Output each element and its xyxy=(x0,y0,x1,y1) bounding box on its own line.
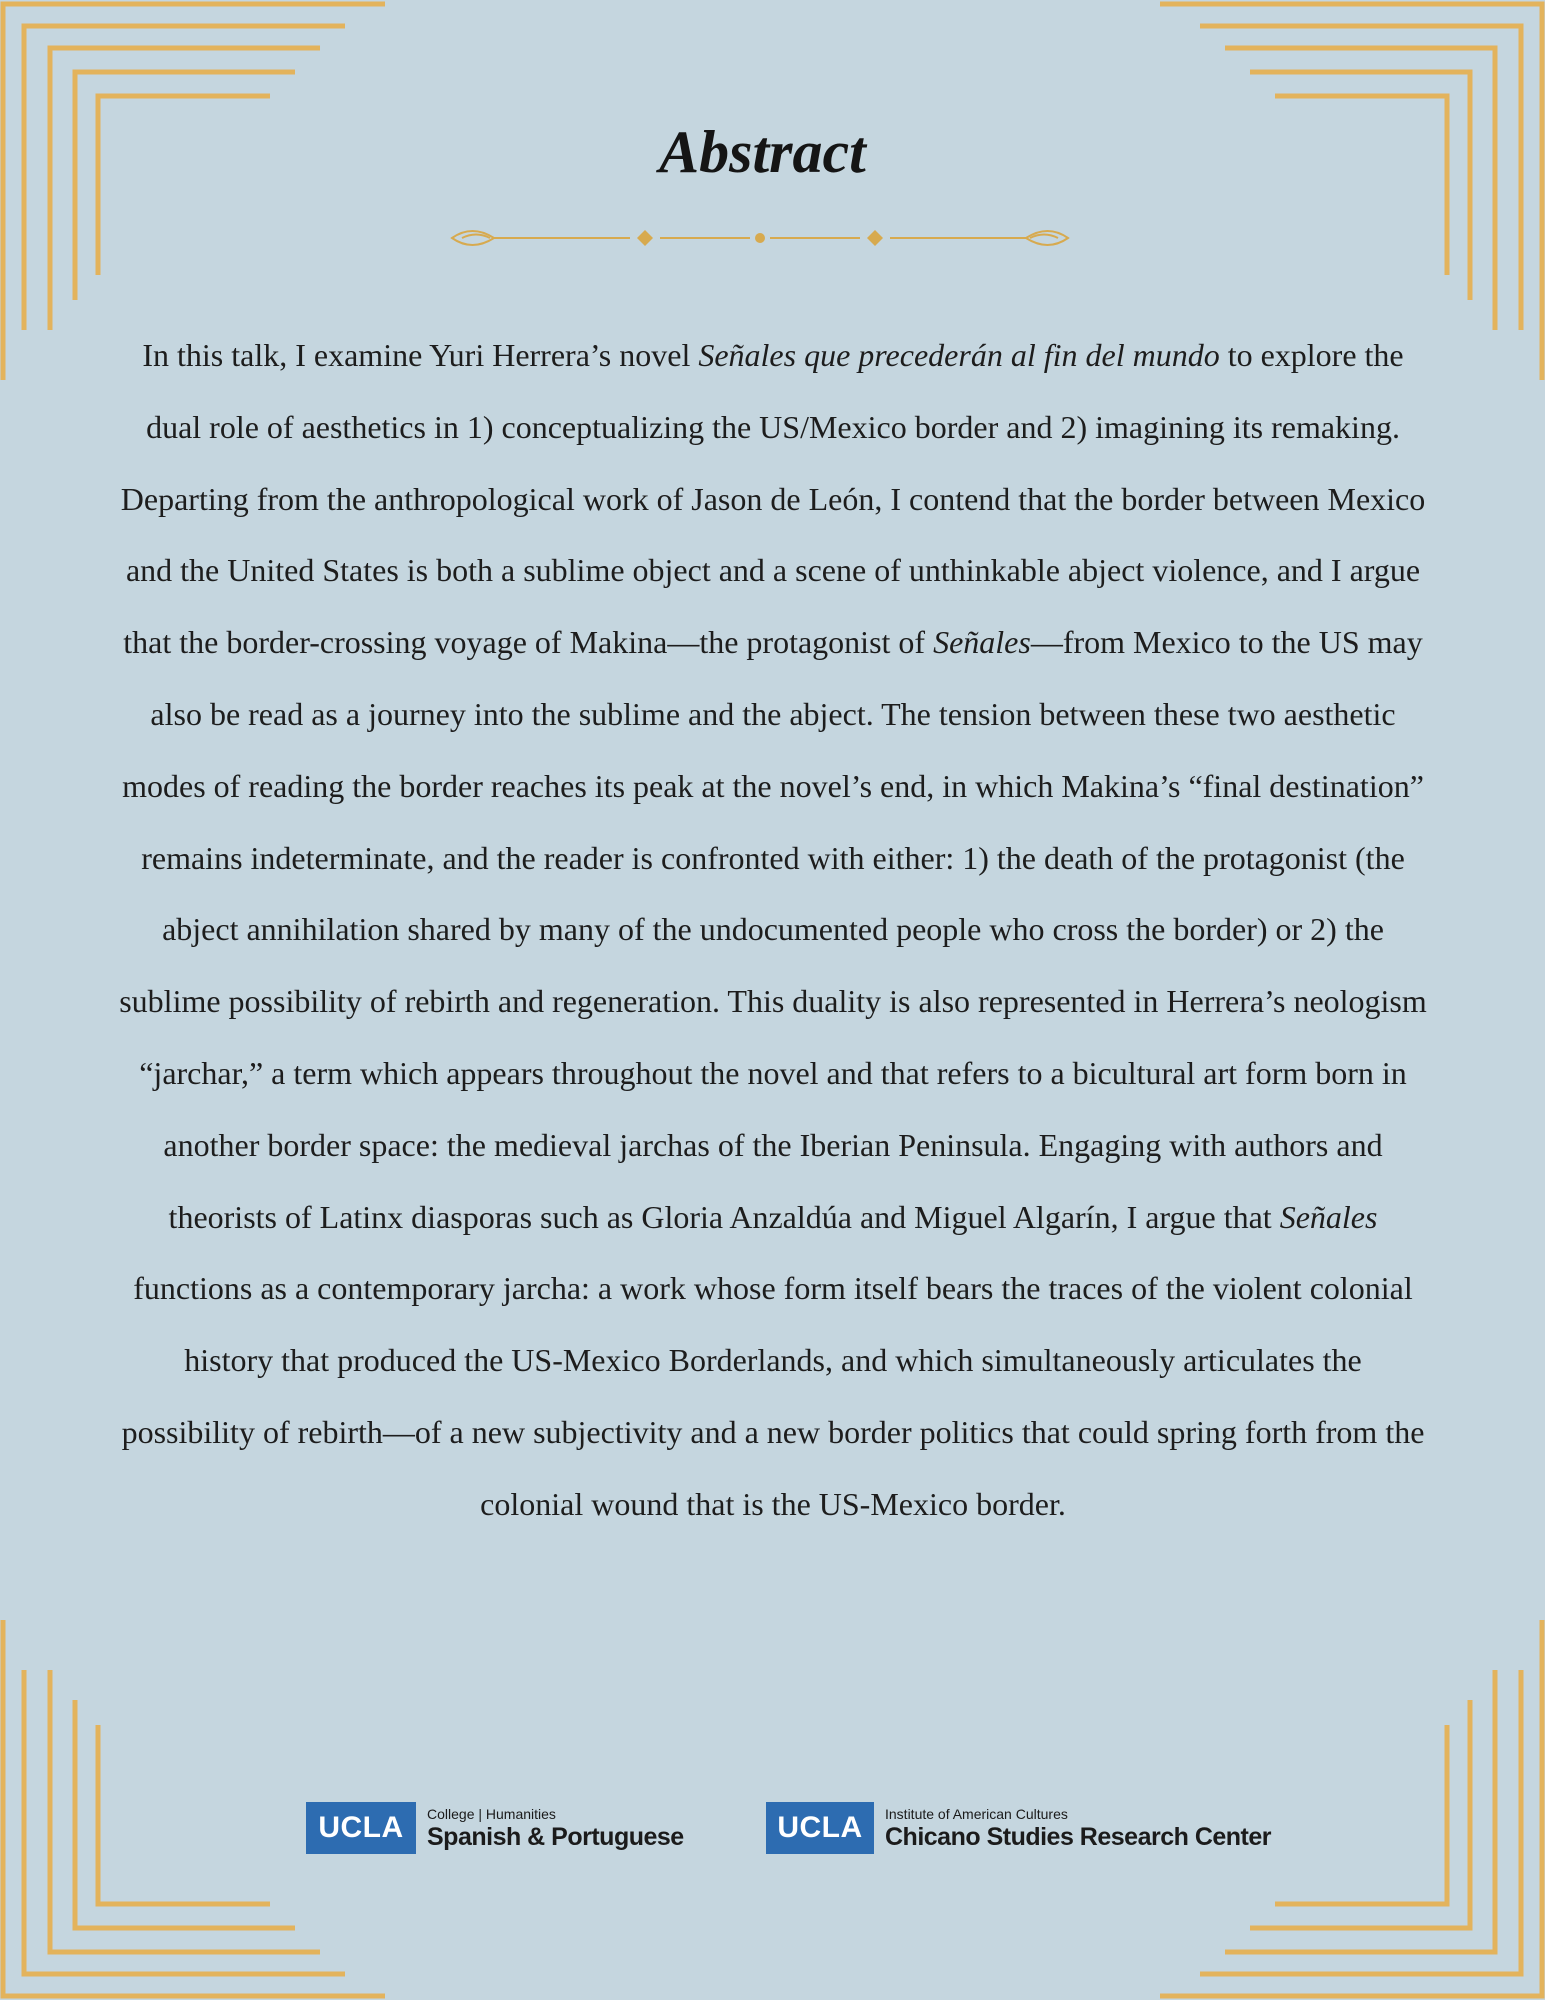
logo-text xyxy=(885,1807,1271,1850)
abstract-paragraph xyxy=(118,320,1428,1541)
logo-department-name: Spanish & Portuguese xyxy=(427,1822,684,1851)
novel-short-title: Señales xyxy=(1279,1198,1378,1235)
abstract-text-part-1: In this talk, I examine Yuri Herrera’s novel xyxy=(142,337,699,373)
ucla-chicano-studies-logo xyxy=(766,1800,1271,1856)
logo-text xyxy=(427,1807,684,1850)
logo-subtitle: College | Humanities xyxy=(427,1805,556,1822)
ucla-badge: UCLA xyxy=(766,1802,874,1854)
ucla-badge: UCLA xyxy=(306,1802,416,1854)
novel-short-title: Señales xyxy=(933,624,1031,661)
abstract-text-part-4: functions as a contemporary jarcha: a work whose form itself bears the traces of the violent colonial history that produced the US-Mexico Borderlands, and which simultaneously articulates the possibility of rebirth—of a new subjectivity and a new border politics that could spring forth from the colonial wound that is the US-Mexico border. xyxy=(121,1270,1425,1522)
logo-center-name: Chicano Studies Research Center xyxy=(885,1822,1272,1851)
ornamental-divider-icon xyxy=(450,222,1070,254)
logo-subtitle: Institute of American Cultures xyxy=(885,1805,1068,1822)
ucla-spanish-portuguese-logo xyxy=(306,1800,684,1856)
novel-title: Señales que precederán al fin del mundo xyxy=(698,337,1220,373)
abstract-text-part-3: —from Mexico to the US may also be read as a journey into the sublime and the abject. The tension between these two aesthetic modes of reading the border reaches its peak at the novel’s end, in which Makina’s “final destination” remains indeterminate, and the reader is confronted with either: 1) the death of the protagonist (the abject annihilation shared by many of the undocumented people who cross the border) or 2) the sublime possibility of rebirth and regeneration. This duality is also represented in Herrera’s neologism “jarchar,” a term which appears throughout the novel and that refers to a bicultural art form born in another border space: the medieval jarchas of the Iberian Peninsula. Engaging with authors and theorists of Latinx diasporas such as Gloria Anzaldúa and Miguel Algarín, I argue that xyxy=(119,624,1427,1235)
abstract-text-part-2: to explore the dual role of aesthetics in 1) conceptualizing the US/Mexico border and 2) imagining its remaking. Departing from the anthropological work of Jason de León, I contend that the border between Mexico and the United States is both a sublime object and a scene of unthinkable abject violence, and I argue that the border-crossing voyage of Makina—the protagonist of xyxy=(120,337,1426,661)
page-title: Abstract xyxy=(659,119,866,185)
